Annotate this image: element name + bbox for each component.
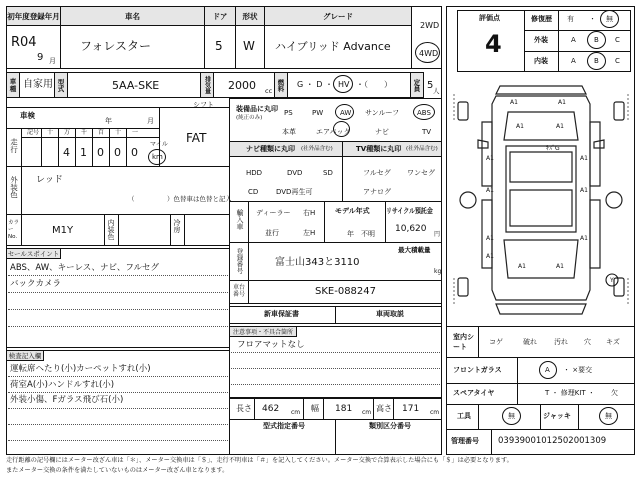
height-unit: cm (430, 409, 440, 416)
equip-tv: TV (422, 128, 432, 136)
ext-grade-b: B (594, 36, 599, 44)
tv-oneseg: ワンセグ (407, 169, 435, 177)
exterior-color: レッド (36, 175, 63, 185)
registration-value: 富士山343と3110 (275, 257, 360, 268)
admin-divider (491, 429, 492, 455)
grades-line-1 (524, 30, 631, 31)
reg-month-unit: 月 (49, 57, 56, 65)
tools-label: 工具 (457, 412, 471, 420)
recycle-value: 10,620 (395, 224, 427, 234)
equipment-title: 装備品に丸印 (236, 105, 278, 113)
mileage-unit-label: 万 (64, 129, 71, 136)
equip-pw: PW (312, 109, 324, 117)
mark-13: A1 (556, 263, 564, 270)
inspection-label: 車検 (20, 111, 35, 120)
inspector-line-3: 外装小傷、Fガラス飛び石(小) (10, 395, 124, 405)
width-label: 幅 (311, 404, 319, 413)
panel-mark: Y (610, 277, 614, 284)
spare-options: T ・ 修理KIT ・ (545, 389, 595, 397)
glass-selected: A (545, 366, 550, 374)
displacement-header: 排気量 (200, 72, 214, 98)
seat-tear: 破れ (523, 338, 537, 346)
reg-month: 9 (37, 52, 44, 63)
recycle-label: リサイクル預託金 (386, 207, 433, 215)
mile-label: マイル (150, 141, 168, 148)
repair-yes: 有 (567, 15, 574, 23)
seat-dirt: 汚れ (554, 338, 568, 346)
spare-divider (517, 383, 518, 405)
tv-fullseg: フルセグ (363, 169, 391, 177)
equip-navi: ナビ (375, 128, 389, 136)
fuel-options: G ・ D ・ (297, 80, 333, 89)
sales-line-2 (8, 292, 228, 293)
tools-circle (502, 407, 521, 425)
glass-label: フロントガラス (453, 366, 502, 374)
dim-divider-1 (254, 398, 255, 420)
shape-value: W (243, 39, 255, 53)
mileage-unit-label: 十 (47, 129, 54, 136)
manual-label: 車両取説 (376, 310, 404, 318)
footer-line-1: 走行距離の記号欄にはメーター改ざん車は「＊」、メーター交換車は「＄」、走行不明車は「＃」を記入してください。メーター交換で合算表示した場合にも「＄」は必要となります。 (6, 457, 513, 464)
shape-header: 形状 (235, 6, 265, 26)
chassis-label: 車台番号 (233, 284, 246, 299)
insp-line-3 (8, 408, 228, 409)
exterior-label: 外装色 (9, 176, 19, 199)
abs-circle (413, 104, 435, 120)
int-grade-c: C (615, 57, 620, 65)
height-value: 171 (402, 404, 420, 414)
registration-label: 登録番号 (235, 248, 244, 274)
score-value: 4 (485, 30, 502, 58)
navi-type-note: (社外品含む) (301, 146, 333, 152)
mark-9: A1 (486, 235, 494, 242)
equip-airbag: エアバック (316, 128, 351, 136)
km-circle (148, 149, 166, 165)
mark-5: A1 (486, 155, 494, 162)
ext-b-circle (587, 31, 606, 49)
length-unit: cm (291, 409, 301, 416)
max-load-label: 最大積載量 (398, 246, 431, 254)
mileage-col-divider (58, 128, 59, 167)
airbag-circle (333, 121, 350, 137)
jack-circle (599, 407, 618, 425)
mark-2: A1 (558, 99, 566, 106)
cc-divider-4 (170, 214, 171, 246)
exterior-note: （ ）色替車は色替と記入 (128, 195, 232, 203)
doors-value: 5 (215, 39, 223, 53)
capacity-header: 定員 (410, 72, 424, 98)
repair-sep: ・ (589, 15, 596, 23)
tools-divider-2 (540, 404, 541, 430)
repair-no-circle (600, 10, 619, 28)
mileage-digit: 0 (97, 146, 104, 159)
inspector-line-1: 運転席ヘたり(小)カーペットすれ(小) (10, 364, 151, 374)
repair-no: 無 (606, 15, 613, 23)
mark-8: A1 (580, 187, 588, 194)
mileage-col-divider (126, 128, 127, 167)
seat-divider (478, 326, 479, 358)
model-header: 型式 (54, 72, 68, 98)
grade-header: グレード (264, 6, 412, 26)
mileage-digit: 4 (63, 146, 70, 159)
tv-analog: アナログ (363, 188, 391, 196)
chassis-value: SKE-088247 (315, 286, 377, 297)
center-mark: ｷｽﾞG (546, 145, 560, 152)
sales-line-4 (8, 326, 228, 327)
mileage-label: 走行 (9, 138, 19, 153)
equip-ps: PS (284, 109, 293, 117)
notes-label: 注意事項・不具合箇所 (229, 326, 297, 337)
cc-divider-3 (118, 214, 119, 246)
type-value: 自家用 (23, 79, 53, 90)
type-header: 車種 (6, 72, 20, 98)
note-line-2 (231, 368, 440, 369)
footer-line-2: またメーター交換の条件を満たしていないものはメーター改ざん車となります。 (6, 467, 229, 474)
color-code-value: M1Y (52, 225, 74, 236)
height-label: 高さ (376, 404, 392, 413)
seat-hole: 穴 (584, 338, 591, 346)
car-damage-diagram (448, 82, 634, 326)
int-grade-a: A (571, 57, 576, 65)
inspection-year-unit: 年 (105, 117, 112, 125)
recycle-unit: 円 (434, 231, 441, 238)
ext-grade-c: C (615, 36, 620, 44)
tv-type-note: (社外品含む) (406, 146, 438, 152)
seat-scratch: キズ (606, 338, 620, 346)
length-value: 462 (262, 404, 280, 414)
fuel-header: 燃料 (274, 72, 288, 98)
aw-circle (335, 104, 354, 120)
jack-value: 無 (605, 412, 612, 420)
navi-dvd-play: DVD再生可 (276, 188, 313, 196)
inspector-line-2: 荷室A(小)ハンドルすれ(小) (10, 380, 115, 390)
dim-divider-4 (373, 398, 374, 420)
max-load-unit: kg (434, 268, 442, 275)
tv-type-title: TV種類に丸印 (356, 145, 402, 153)
width-unit: cm (362, 409, 372, 416)
import-label: 輸入車 (236, 209, 244, 230)
dim-divider-5 (393, 398, 394, 420)
grades-vline (558, 10, 559, 72)
displacement-value: 2000 (228, 79, 256, 92)
model-year-value: 年 不明 (347, 230, 375, 238)
score-label: 評価点 (479, 14, 500, 22)
seat-burn: コゲ (489, 338, 503, 346)
import-dealer: ディーラー (256, 209, 291, 217)
drive-circle (415, 42, 440, 63)
shift-value: FAT (186, 131, 207, 145)
interior-grade-label: 内装 (534, 57, 548, 65)
seat-label: 室内シート (453, 333, 474, 351)
car-name-header: 車名 (60, 6, 205, 26)
reg-year: R04 (11, 35, 37, 50)
width-value: 181 (335, 404, 353, 414)
drive-2wd: 2WD (420, 21, 440, 30)
import-left: 左H (303, 229, 316, 237)
exterior-cell (21, 166, 230, 215)
length-label: 長さ (236, 404, 252, 413)
tools-divider-1 (478, 404, 479, 430)
interior-color-label: 内装色 (107, 219, 115, 240)
spare-none: 欠 (611, 389, 618, 397)
jack-label: ジャッキ (543, 412, 571, 420)
admin-label: 管理番号 (451, 437, 479, 445)
ac-label: 冷房 (173, 219, 181, 233)
spare-label: スペアタイヤ (453, 389, 495, 397)
class-label: 類別区分番号 (369, 422, 411, 430)
mileage-col-divider (41, 128, 42, 167)
grades-line-2 (524, 51, 631, 52)
mark-1: A1 (510, 99, 518, 106)
fuel-other: ・（ ） (356, 80, 392, 89)
inspector-label: 検査記入欄 (6, 350, 44, 361)
dim-divider-2 (303, 398, 304, 420)
equipment-subtitle: (純正のみ) (236, 115, 263, 121)
shift-label: シフト (193, 101, 214, 109)
grade-value: ハイブリッド Advance (275, 40, 391, 53)
mileage-col-divider (109, 128, 110, 167)
mark-10: A1 (580, 235, 588, 242)
mileage-header-note: 記号 (27, 129, 40, 136)
cc-divider-2 (104, 214, 105, 246)
drive-4wd: 4WD (419, 49, 439, 58)
insp-line-4 (8, 424, 228, 425)
insp-line-1 (8, 376, 228, 377)
glass-divider (517, 357, 518, 384)
capacity-unit: 人 (433, 87, 440, 95)
navi-type-title: ナビ種類に丸印 (246, 145, 295, 153)
mileage-unit-label: 百 (98, 129, 105, 136)
mark-7: A1 (486, 187, 494, 194)
fuel-hv: HV (338, 80, 350, 89)
mileage-col-divider (92, 128, 93, 167)
mileage-unit-label: 十 (115, 129, 122, 136)
model-year-label: モデル年式 (335, 207, 370, 215)
mileage-digit: 0 (114, 146, 121, 159)
mark-11: A1 (486, 253, 494, 260)
ext-grade-a: A (571, 36, 576, 44)
glass-other: ・ ×要交 (563, 366, 593, 374)
sales-line-1 (8, 275, 228, 276)
designation-label: 型式指定番号 (263, 422, 305, 430)
mileage-unit-label: 一 (132, 129, 139, 136)
mileage-digit: 0 (131, 146, 138, 159)
navi-hdd: HDD (246, 169, 263, 177)
mark-4: A1 (556, 123, 564, 130)
cc-divider-1 (21, 214, 22, 246)
mileage-digit: 1 (80, 146, 87, 159)
note-line-1 (231, 352, 440, 353)
cc-divider-5 (184, 214, 185, 246)
equip-abs: ABS (417, 109, 431, 117)
mark-3: A1 (516, 123, 524, 130)
capacity-value: 5 (427, 80, 434, 91)
chassis-divider (248, 280, 249, 304)
insp-line-5 (8, 440, 228, 441)
color-code-label: カラーNo. (8, 220, 20, 241)
sales-line-text-1: ABS、AW、キーレス、ナビ、フルセグ (10, 263, 160, 273)
mileage-col-divider (75, 128, 76, 167)
sales-line-text-2: バックカメラ (10, 279, 62, 289)
int-b-circle (587, 52, 606, 70)
note-line-3 (231, 384, 440, 385)
car-name: フォレスター (80, 39, 152, 53)
reg-divider (248, 242, 249, 281)
model-value: 5AA-SKE (112, 79, 160, 92)
equip-sunroof: サンルーフ (365, 109, 400, 117)
equip-aw: AW (340, 109, 352, 117)
mark-6: A1 (580, 155, 588, 162)
warranty-label: 新車保証書 (264, 310, 299, 318)
insp-line-2 (8, 392, 228, 393)
equip-leather: 本革 (282, 128, 296, 136)
cc-unit: cc (265, 87, 273, 95)
tools-divider-3 (578, 404, 579, 430)
import-divider (248, 201, 249, 243)
mark-12: A1 (518, 263, 526, 270)
admin-value: 03939001012502001309 (498, 436, 607, 446)
exterior-grade-label: 外装 (534, 36, 548, 44)
sales-label: セールスポイント (7, 250, 60, 258)
repair-label: 修復歴 (531, 15, 552, 23)
doors-header: ドア (204, 6, 236, 26)
import-right: 右H (303, 209, 316, 217)
glass-circle (539, 361, 557, 379)
navi-sd: SD (323, 169, 333, 177)
mileage-unit-label: 千 (81, 129, 88, 136)
reg-date-header: 初年度登録年月 (6, 6, 61, 26)
import-parallel: 並行 (265, 229, 279, 237)
notes-line-1: フロアマットなし (237, 340, 305, 350)
int-grade-b: B (594, 57, 599, 65)
inspection-month-unit: 月 (147, 117, 154, 125)
tools-value: 無 (508, 412, 515, 420)
navi-cd: CD (248, 188, 259, 196)
dim-divider-3 (323, 398, 324, 420)
navi-dvd: DVD (287, 169, 303, 177)
fuel-hv-circle (333, 75, 353, 93)
km-label: km (152, 153, 163, 161)
sales-line-3 (8, 309, 228, 310)
